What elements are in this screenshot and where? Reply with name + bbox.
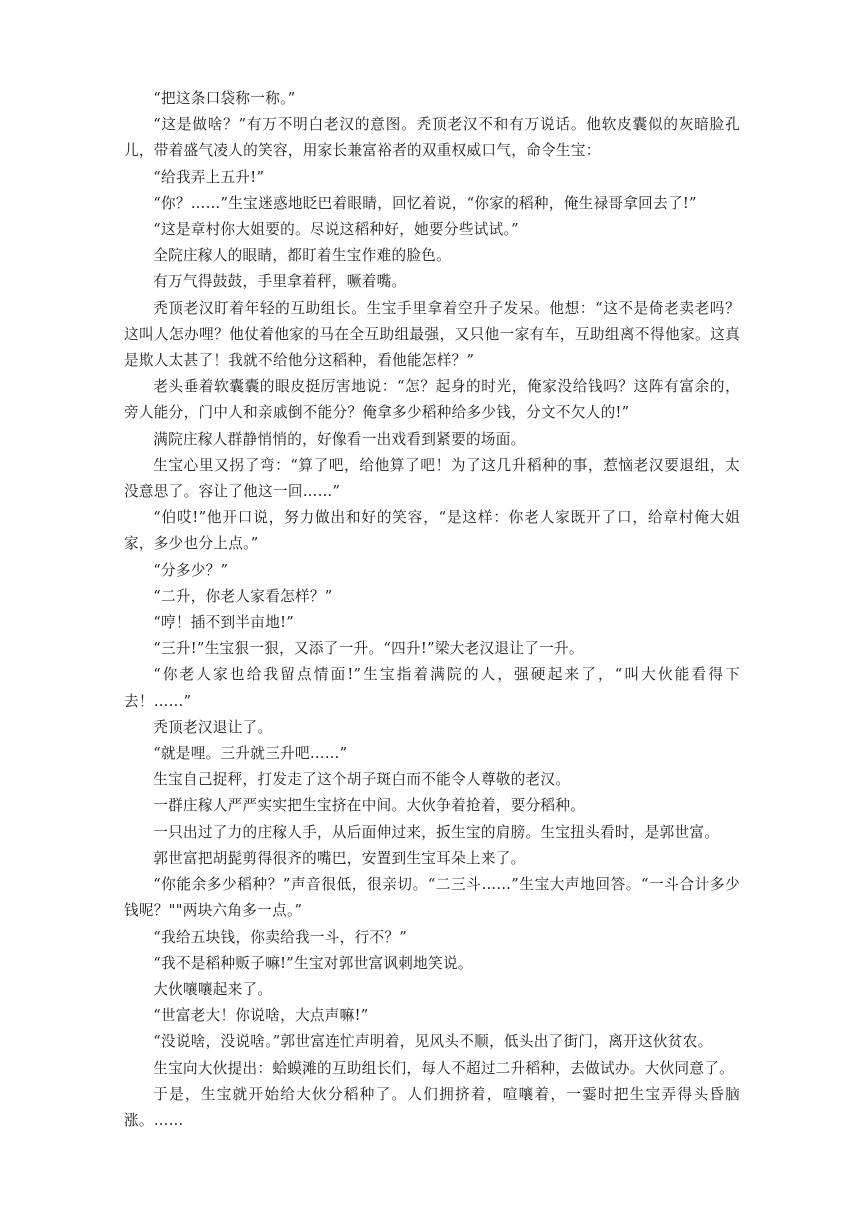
paragraph: 于是，生宝就开始给大伙分稻种了。人们拥挤着，喧嚷着，一霎时把生宝弄得头昏脑涨。…… bbox=[124, 1085, 740, 1129]
paragraph: “给我弄上五升!” bbox=[153, 168, 265, 186]
paragraph: “就是哩。三升就三升吧……” bbox=[153, 745, 348, 763]
paragraph: “分多少？” bbox=[153, 561, 229, 579]
paragraph: 全院庄稼人的眼睛，都盯着生宝作难的脸色。 bbox=[153, 247, 452, 265]
paragraph: “伯哎!”他开口说，努力做出和好的笑容，“是这样：你老人家既开了口，给章村俺大姐家，多少也分上点。” bbox=[124, 509, 740, 553]
paragraph: 一只出过了力的庄稼人手，从后面伸过来，扳生宝的肩膀。生宝扭头看时，是郭世富。 bbox=[153, 823, 720, 841]
paragraph: “哼！插不到半亩地!” bbox=[153, 614, 295, 632]
paragraph: 生宝自己捉秤，打发走了这个胡子斑白而不能令人尊敬的老汉。 bbox=[153, 771, 571, 789]
paragraph: 大伙嚷嚷起来了。 bbox=[153, 980, 273, 998]
paragraph: 有万气得鼓鼓，手里拿着秤，噘着嘴。 bbox=[153, 273, 407, 291]
paragraph: 生宝向大伙提出：蛤蟆滩的互助组长们，每人不超过二升稻种，去做试办。大伙同意了。 bbox=[153, 1059, 735, 1077]
paragraph: “三升!”生宝狠一狠，又添了一升。“四升!”梁大老汉退让了一升。 bbox=[153, 640, 584, 658]
paragraph: “我不是稻种贩子嘛!”生宝对郭世富讽刺地笑说。 bbox=[153, 954, 473, 972]
paragraph: “你能余多少稻种？”声音很低，很亲切。“二三斗……”生宝大声地回答。“一斗合计多少钱呢？""两块六角多一点。” bbox=[124, 876, 740, 920]
paragraph: “你？……”生宝迷惑地眨巴着眼睛，回忆着说，“你家的稻种，俺生禄哥拿回去了!” bbox=[153, 194, 697, 212]
paragraph: “我给五块钱，你卖给我一斗，行不？” bbox=[153, 928, 408, 946]
paragraph: “这是章村你大姐要的。尽说这稻种好，她要分些试试。” bbox=[153, 221, 519, 239]
paragraph: “你老人家也给我留点情面!”生宝指着满院的人，强硬起来了，“叫大伙能看得下去！……” bbox=[124, 666, 740, 710]
paragraph: 秃顶老汉盯着年轻的互助组长。生宝手里拿着空升子发呆。他想：“这不是倚老卖老吗？这叫人怎办哩？他仗着他家的马在全互助组最强，又只他一家有车，互助组离不得他家。这真是欺人太甚了！我就不给他分这稻种，看他能怎样？” bbox=[124, 299, 740, 370]
paragraph: “这是做啥？”有万不明白老汉的意图。秃顶老汉不和有万说话。他软皮囊似的灰暗脸孔儿，带着盛气凌人的笑容，用家长兼富裕者的双重权威口气，命令生宝： bbox=[124, 116, 740, 160]
paragraph: “没说啥，没说啥。”郭世富连忙声明着，见风头不顺，低头出了街门，离开这伙贫农。 bbox=[153, 1033, 713, 1051]
paragraph: 满院庄稼人群静悄悄的，好像看一出戏看到紧要的场面。 bbox=[153, 430, 526, 448]
paragraph: 一群庄稼人严严实实把生宝挤在中间。大伙争着抢着，要分稻种。 bbox=[153, 797, 586, 815]
paragraph: “把这条口袋称一称。” bbox=[153, 90, 296, 107]
paragraph: “世富老大！你说啥，大点声嘛!” bbox=[153, 1007, 369, 1025]
paragraph: 郭世富把胡髭剪得很齐的嘴巴，安置到生宝耳朵上来了。 bbox=[153, 849, 526, 867]
paragraph: “二升，你老人家看怎样？” bbox=[153, 587, 333, 605]
paragraph: 秃顶老汉退让了。 bbox=[153, 718, 273, 736]
paragraph: 生宝心里又拐了弯：“算了吧，给他算了吧！为了这几升稻种的事，惹恼老汉要退组，太没意思了。容让了他这一回……” bbox=[124, 456, 740, 501]
paragraph: 老头垂着软囊囊的眼皮挺厉害地说：“怎？起身的时光，俺家没给钱吗？这阵有富余的，旁人能分，门中人和亲戚倒不能分？俺拿多少稻种给多少钱，分文不欠人的!” bbox=[124, 378, 740, 422]
